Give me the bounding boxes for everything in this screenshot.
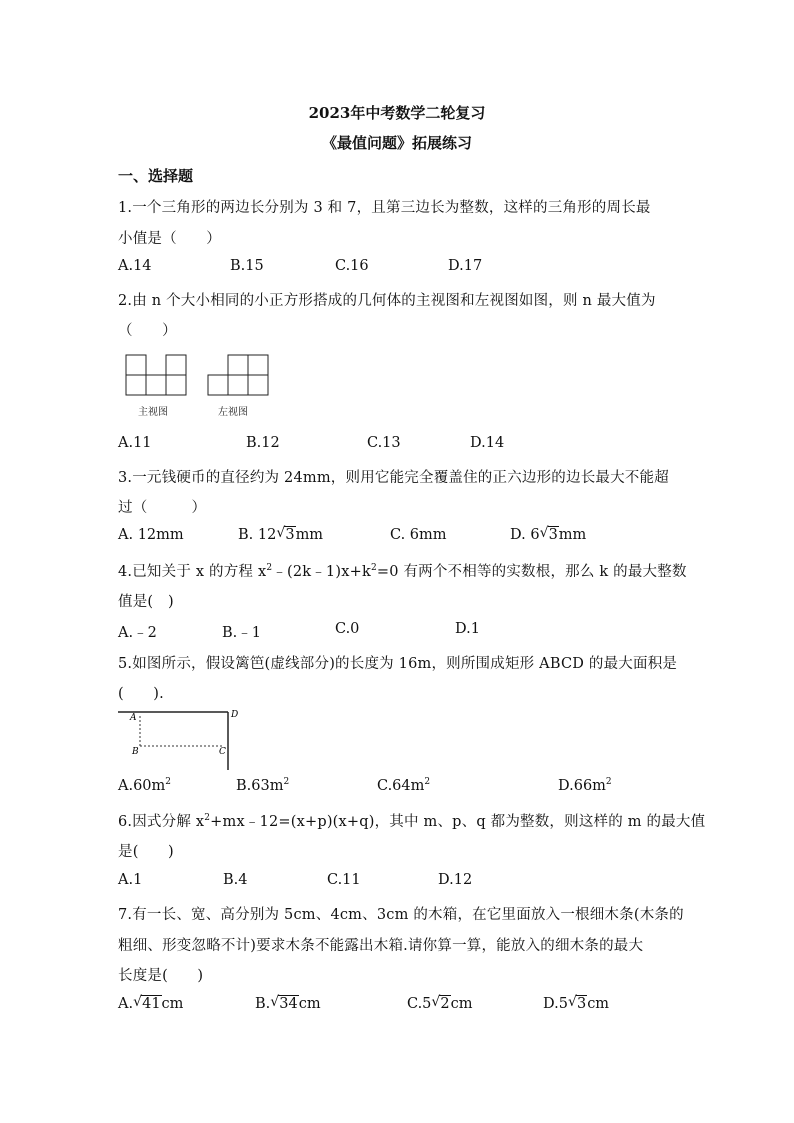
q5-fence-figure bbox=[116, 706, 251, 772]
q6-option-d: D.12 bbox=[438, 872, 473, 888]
q7-option-c: C.5 √ 2cm bbox=[407, 994, 473, 1012]
q1-stem-line2: 小值是（ ） bbox=[118, 231, 221, 247]
q5-option-b: $B.63m^2$ bbox=[236, 777, 290, 794]
q1-option-b: B.15 bbox=[230, 258, 264, 274]
q6-stem-line2: 是( ) bbox=[118, 844, 174, 860]
q2-views-figure bbox=[120, 350, 280, 400]
q6-option-c: C.11 bbox=[327, 872, 361, 888]
q7-stem-line3: 长度是( ) bbox=[118, 968, 204, 984]
q4-option-d: D.1 bbox=[455, 621, 480, 637]
q2-stem-line1: 2.由 n 个大小相同的小正方形搭成的几何体的主视图和左视图如图，则 n 最大值为 bbox=[118, 293, 656, 309]
q3-option-a: A. 12mm bbox=[118, 527, 184, 543]
q2-option-d: D.14 bbox=[470, 435, 505, 451]
label-c: C bbox=[219, 747, 226, 757]
q3-option-b: B. 12 √ 3mm bbox=[238, 525, 324, 543]
q7-stem-line1: 7.有一长、宽、高分别为 5cm、4cm、3cm 的木箱，在它里面放入一根细木条(木条的 bbox=[118, 907, 684, 923]
q5-option-c: $C.64m^2$ bbox=[377, 777, 431, 794]
q7-option-b: B. √ 34cm bbox=[255, 994, 321, 1012]
sqrt-symbol: √ 3 bbox=[276, 525, 295, 543]
sqrt-symbol: √ 2 bbox=[431, 994, 450, 1012]
label-b: B bbox=[132, 747, 139, 757]
left-view-grid bbox=[208, 355, 268, 395]
q3-option-d: D. 6 √ 3mm bbox=[510, 525, 587, 543]
q2-option-b: B.12 bbox=[246, 435, 280, 451]
q1-option-d: D.17 bbox=[448, 258, 483, 274]
q5-stem-line2: ( ). bbox=[118, 686, 164, 702]
label-d: D bbox=[231, 710, 239, 720]
q7-option-a: A. √ 41cm bbox=[118, 994, 184, 1012]
sqrt-symbol: √ 34 bbox=[270, 994, 298, 1012]
q6-option-a: A.1 bbox=[118, 872, 143, 888]
q3-stem-line1: 3.一元钱硬币的直径约为 24mm，则用它能完全覆盖住的正六边形的边长最大不能超 bbox=[118, 470, 669, 486]
q2-option-a: A.11 bbox=[118, 435, 152, 451]
front-view-grid bbox=[126, 355, 186, 395]
label-a: A bbox=[130, 713, 137, 723]
sqrt-symbol: √ 3 bbox=[539, 525, 558, 543]
q3-stem-line2: 过（ ） bbox=[118, 500, 207, 516]
q6-option-b: B.4 bbox=[223, 872, 248, 888]
page-title: 2023年中考数学二轮复习 bbox=[308, 104, 486, 122]
q5-option-d: $D.66m^2$ bbox=[558, 777, 612, 794]
sqrt-symbol: √ 3 bbox=[567, 994, 587, 1012]
page-subtitle: 《最值问题》拓展练习 bbox=[321, 134, 472, 152]
q7-stem-line2: 粗细、形变忽略不计)要求木条不能露出木箱.请你算一算，能放入的细木条的最大 bbox=[118, 938, 644, 954]
q4-stem-line1: 4.已知关于 x 的方程 $x^2﹣(2k﹣1)x+k^2=0$ 有两个不相等的实数根，那么 k 的最大整数 bbox=[118, 563, 687, 580]
q4-option-b: B.﹣1 bbox=[222, 625, 261, 641]
q6-stem-line1: 6.因式分解 $x^2+mx﹣12=(x+p)(x+q)$，其中 m、p、q 都为整数，则这样的 m 的最大值 bbox=[118, 813, 706, 830]
left-view-caption: 左视图 bbox=[218, 407, 248, 418]
section-heading: 一、选择题 bbox=[118, 167, 194, 185]
q3-option-c: C. 6mm bbox=[390, 527, 447, 543]
q1-option-c: C.16 bbox=[335, 258, 369, 274]
q5-stem-line1: 5.如图所示，假设篱笆(虚线部分)的长度为 16m，则所围成矩形 ABCD 的最大面积是 bbox=[118, 656, 678, 672]
q1-stem-line1: 1.一个三角形的两边长分别为 3 和 7，且第三边长为整数，这样的三角形的周长最 bbox=[118, 200, 651, 216]
q2-option-c: C.13 bbox=[367, 435, 401, 451]
q4-stem-line2: 值是( ) bbox=[118, 594, 174, 610]
q2-stem-line2: （ ） bbox=[118, 323, 177, 339]
sqrt-symbol: √ 41 bbox=[133, 994, 161, 1012]
q7-option-d: D.5 √ 3cm bbox=[543, 994, 610, 1012]
q4-option-a: A.﹣2 bbox=[118, 625, 157, 641]
q1-option-a: A.14 bbox=[118, 258, 152, 274]
front-view-caption: 主视图 bbox=[138, 407, 168, 418]
q5-option-a: $A.60m^2$ bbox=[118, 777, 172, 794]
q4-option-c: C.0 bbox=[335, 621, 360, 637]
